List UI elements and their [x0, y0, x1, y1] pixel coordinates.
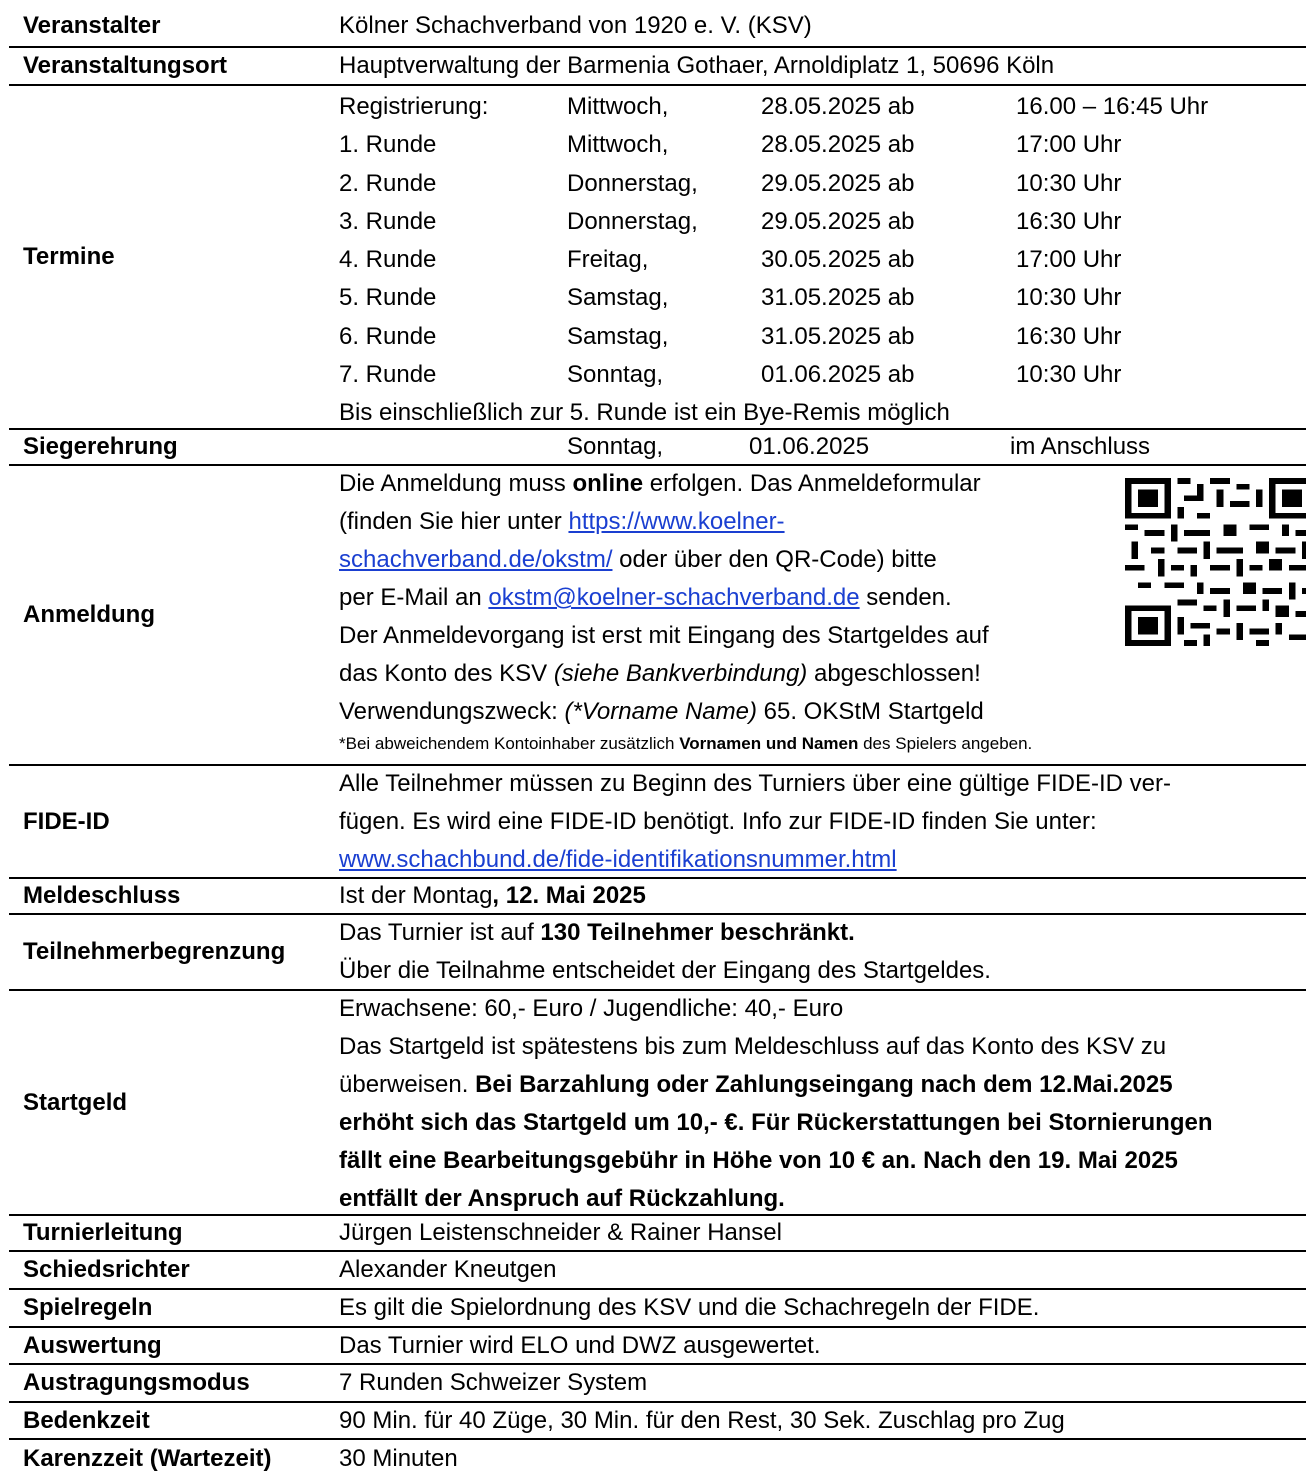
row-austragungsmodus: [9, 1363, 1306, 1401]
label-termine: Termine: [23, 243, 115, 270]
schedule-row: 5. Runde Samstag, 31.05.2025 ab 10:30 Uhr: [339, 284, 1122, 312]
schedule-row: 7. Runde Sonntag, 01.06.2025 ab 10:30 Uhr: [339, 361, 1122, 389]
value-meldeschluss: Ist der Montag, 12. Mai 2025: [339, 882, 646, 909]
value-fide-id: Alle Teilnehmer müssen zu Beginn des Turniers über eine gültige FIDE-ID ver- fügen. Es wird eine FIDE-ID benötigt. Info zur FIDE-ID finden Sie unter: www.schachbund.de/fide-identifikationsnummer.html: [339, 770, 1171, 873]
label-turnierleitung: Turnierleitung: [23, 1219, 183, 1246]
row-anmeldung: [9, 464, 1306, 764]
row-spielregeln: [9, 1288, 1306, 1326]
label-spielregeln: Spielregeln: [23, 1294, 153, 1321]
value-auswertung: Das Turnier wird ELO und DWZ ausgewertet.: [339, 1332, 821, 1359]
row-veranstalter: [9, 6, 1306, 46]
value-veranstalter: Kölner Schachverband von 1920 e. V. (KSV): [339, 12, 812, 39]
value-bedenkzeit: 90 Min. für 40 Züge, 30 Min. für den Rest, 30 Sek. Zuschlag pro Zug: [339, 1407, 1065, 1434]
qr-code-icon[interactable]: [1125, 478, 1306, 646]
value-anmeldung: Die Anmeldung muss online erfolgen. Das Anmeldeformular (finden Sie hier unter https://www.koelner- schachverband.de/okstm/ oder über den QR-Code) bitte per E-Mail an okstm@koelner-schachverband.de senden. Der Anmeldevorgang ist erst mit Eingang des Startgeldes auf das Konto des KSV (siehe Bankverbindung) abgeschlossen! Verwendungszweck: (*Vorname Name) 65. OKStM Startgeld *Bei abweichendem Kontoinhaber zusätzlich Vornamen und Namen des Spielers angeben.: [339, 465, 1306, 757]
schedule-row: 3. Runde Donnerstag, 29.05.2025 ab 16:30 Uhr: [339, 207, 1122, 235]
row-fide-id: [9, 764, 1306, 877]
registration-form-link-cont[interactable]: schachverband.de/okstm/: [339, 546, 613, 573]
value-veranstaltungsort: Hauptverwaltung der Barmenia Gothaer, Arnoldiplatz 1, 50696 Köln: [339, 52, 1055, 79]
schedule-row: 1. Runde Mittwoch, 28.05.2025 ab 17:00 Uhr: [339, 131, 1122, 159]
row-veranstaltungsort: [9, 46, 1306, 84]
row-startgeld: [9, 989, 1306, 1214]
label-meldeschluss: Meldeschluss: [23, 882, 181, 909]
value-turnierleitung: Jürgen Leistenschneider & Rainer Hansel: [339, 1219, 782, 1246]
label-anmeldung: Anmeldung: [23, 601, 155, 628]
row-bedenkzeit: [9, 1401, 1306, 1438]
row-teilnehmerbegrenzung: [9, 913, 1306, 989]
label-veranstalter: Veranstalter: [23, 12, 161, 39]
row-termine: [9, 84, 1306, 428]
fide-info-link[interactable]: www.schachbund.de/fide-identifikationsnummer.html: [339, 846, 897, 873]
label-bedenkzeit: Bedenkzeit: [23, 1406, 150, 1434]
label-fide-id: FIDE-ID: [23, 807, 110, 835]
account-holder-note: *Bei abweichendem Kontoinhaber zusätzlich Vornamen und Namen des Spielers angeben.: [339, 734, 1033, 753]
row-meldeschluss: [9, 877, 1306, 913]
label-schiedsrichter: Schiedsrichter: [23, 1256, 190, 1283]
label-austragungsmodus: Austragungsmodus: [23, 1369, 250, 1396]
label-siegerehrung: Siegerehrung: [23, 433, 178, 460]
schedule-row: 4. Runde Freitag, 30.05.2025 ab 17:00 Uhr: [339, 246, 1122, 274]
label-auswertung: Auswertung: [23, 1331, 162, 1359]
value-karenzzeit: 30 Minuten: [339, 1445, 458, 1472]
value-siegerehrung: Sonntag, 01.06.2025 im Anschluss: [567, 433, 1151, 460]
value-teilnehmerbegrenzung: Das Turnier ist auf 130 Teilnehmer beschränkt. Über die Teilnahme entscheidet der Eingang des Startgeldes.: [339, 919, 991, 984]
email-link[interactable]: okstm@koelner-schachverband.de: [488, 584, 860, 611]
label-startgeld: Startgeld: [23, 1088, 128, 1116]
row-karenzzeit: [9, 1438, 1306, 1477]
schedule-note: Bis einschließlich zur 5. Runde ist ein Bye-Remis möglich: [339, 399, 950, 427]
label-karenzzeit: Karenzzeit (Wartezeit): [23, 1444, 272, 1472]
row-siegerehrung: [9, 428, 1306, 464]
schedule-row: Registrierung: Mittwoch, 28.05.2025 ab 16.00 – 16:45 Uhr: [339, 93, 1209, 120]
value-schiedsrichter: Alexander Kneutgen: [339, 1256, 557, 1283]
row-schiedsrichter: [9, 1250, 1306, 1288]
row-auswertung: [9, 1326, 1306, 1363]
row-turnierleitung: [9, 1214, 1306, 1250]
label-teilnehmerbegrenzung: Teilnehmerbegrenzung: [23, 938, 286, 965]
label-veranstaltungsort: Veranstaltungsort: [23, 52, 228, 79]
schedule-table: [339, 88, 1306, 433]
value-startgeld: Erwachsene: 60,- Euro / Jugendliche: 40,- Euro Das Startgeld ist spätestens bis zum Meldeschluss auf das Konto des KSV zu überweisen. Bei Barzahlung oder Zahlungseingang nach dem 12.Mai.2025 erhöht sich das Startgeld um 10,- €. Für Rückerstattungen bei Stornierungen fällt eine Bearbeitungsgebühr in Höhe von 10 € an. Nach den 19. Mai 2025 entfällt der Anspruch auf Rückzahlung.: [339, 995, 1213, 1212]
schedule-row: 6. Runde Samstag, 31.05.2025 ab 16:30 Uhr: [339, 322, 1122, 350]
registration-form-link[interactable]: https://www.koelner-: [568, 508, 785, 535]
value-austragungsmodus: 7 Runden Schweizer System: [339, 1369, 648, 1396]
schedule-row: 2. Runde Donnerstag, 29.05.2025 ab 10:30 Uhr: [339, 169, 1122, 197]
value-spielregeln: Es gilt die Spielordnung des KSV und die Schachregeln der FIDE.: [339, 1294, 1040, 1321]
